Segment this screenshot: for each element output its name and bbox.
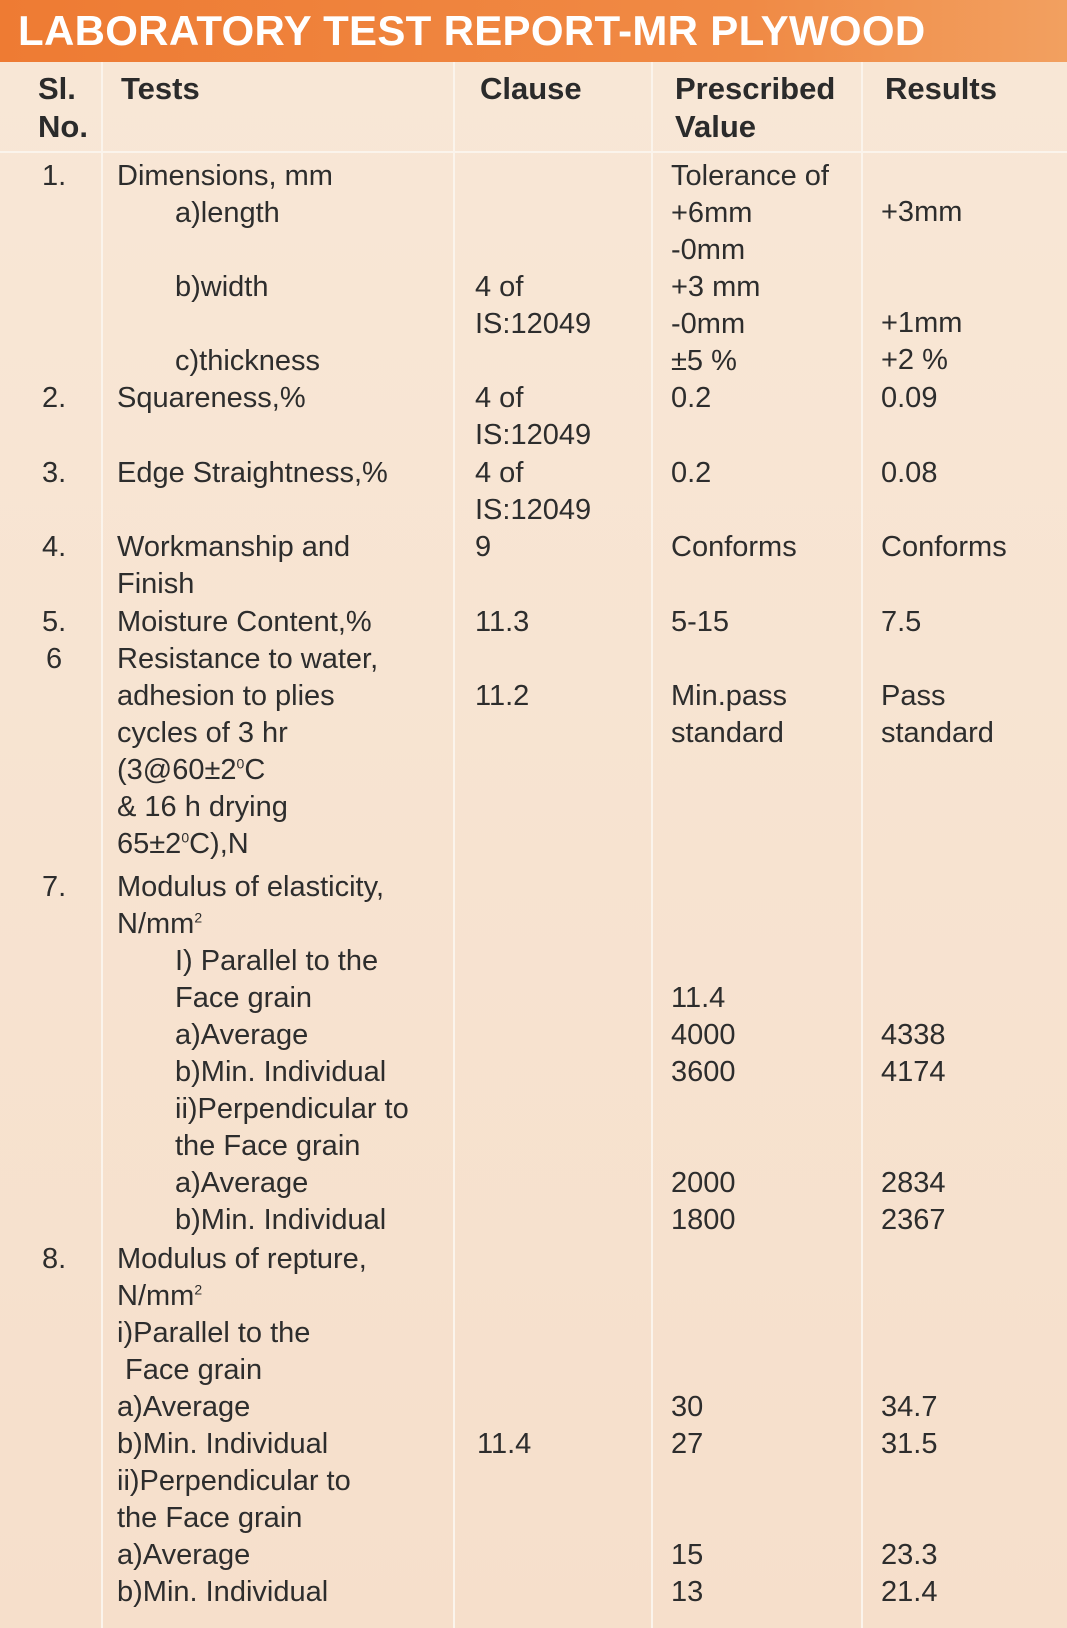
- result-value: 34.7 31.5 23.3 21.4: [881, 1391, 938, 1608]
- column-divider: [861, 62, 863, 1628]
- test-name: Moisture Content,%: [117, 606, 372, 638]
- header-clause: Clause: [480, 71, 582, 106]
- header-results: Results: [885, 71, 997, 106]
- row-number: 6: [46, 643, 63, 675]
- prescribed-value: 0.2: [671, 382, 712, 414]
- result-value: Pass standard: [881, 680, 994, 749]
- test-name: Modulus of repture, $N/mm^2$ i)Parallel to the Face grain a)Average b)Min. Individual ii)Perpendicular to the Face grain a)Average b)Min. Individual: [117, 1243, 367, 1608]
- test-name: Edge Straightness,%: [117, 457, 388, 489]
- prescribed-value: Tolerance of +6mm -0mm +3 mm -0mm ±5 %: [671, 160, 829, 377]
- header-prescribed-value: Prescribed Value: [675, 71, 836, 144]
- result-value: Conforms: [881, 531, 1007, 563]
- report-title: LABORATORY TEST REPORT-MR PLYWOOD: [0, 0, 1067, 62]
- row-number: 3.: [42, 457, 67, 489]
- row-number: 1.: [42, 160, 67, 192]
- row-number: 4.: [42, 531, 67, 563]
- result-value: +3mm +1mm +2 %: [881, 196, 963, 376]
- prescribed-value: 5-15: [671, 606, 730, 638]
- test-name: Dimensions, mm a)length b)width c)thickness: [117, 160, 333, 377]
- row-number: 2.: [42, 382, 67, 414]
- result-value: 0.08: [881, 457, 938, 489]
- clause: 4 of IS:12049: [475, 457, 592, 526]
- header-tests: Tests: [121, 71, 200, 106]
- prescribed-value: Min.pass standard: [671, 680, 788, 749]
- prescribed-value: Conforms: [671, 531, 797, 563]
- column-divider: [651, 62, 653, 1628]
- header-divider: [0, 151, 1067, 153]
- result-value: 0.09: [881, 382, 938, 414]
- column-divider: [453, 62, 455, 1628]
- row-number: 5.: [42, 606, 67, 638]
- column-divider: [101, 62, 103, 1628]
- clause: 11.4: [477, 1428, 532, 1460]
- clause: 11.3: [475, 606, 530, 638]
- row-number: 7.: [42, 871, 67, 903]
- clause: 9: [475, 531, 492, 563]
- clause: 4 of IS:12049: [475, 382, 592, 451]
- prescribed-value: 0.2: [671, 457, 712, 489]
- clause: 4 of IS:12049: [475, 271, 592, 340]
- prescribed-value: 30 27 15 13: [671, 1391, 704, 1608]
- result-value: 7.5: [881, 606, 922, 638]
- test-name: Workmanship and Finish: [117, 531, 351, 600]
- test-name: Resistance to water, adhesion to plies cycles of 3 hr ($3@60\pm 2^0C$ & 16 h drying $65\pm 2^0C),N$: [117, 643, 379, 860]
- header-sl-no: Sl. No.: [38, 71, 88, 144]
- prescribed-value: 11.4 4000 3600 2000 1800: [671, 982, 736, 1236]
- row-number: 8.: [42, 1243, 67, 1275]
- test-name: Modulus of elasticity, $N/mm^2$ I) Parallel to the Face grain a)Average b)Min. Individual ii)Perpendicular to the Face grain a)Average b)Min. Individual: [117, 871, 409, 1236]
- clause: 11.2: [475, 680, 530, 712]
- test-name: Squareness,%: [117, 382, 306, 414]
- result-value: 4338 4174 2834 2367: [881, 1019, 946, 1236]
